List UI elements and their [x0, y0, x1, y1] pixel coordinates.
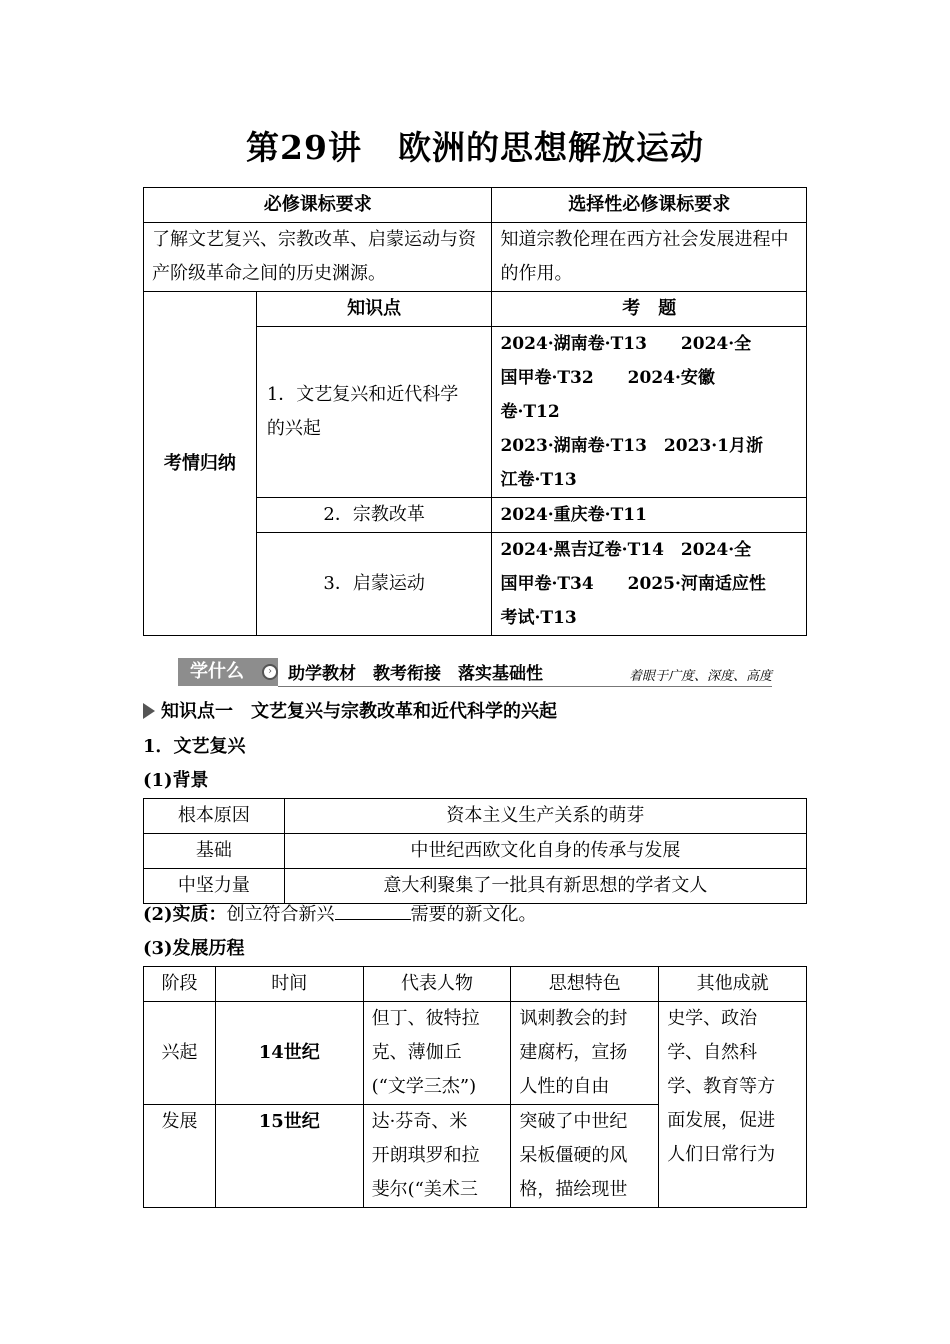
banner-text: 助学教材 教考衔接 落实基础性 — [288, 664, 543, 684]
process-table — [143, 966, 807, 1208]
triangle-icon — [143, 703, 155, 719]
exam-line: 卷·T12 — [500, 402, 560, 422]
banner-slogan: 着眼于广度、深度、高度 — [628, 669, 772, 684]
banner-underline — [278, 686, 772, 687]
bg-key: 基础 — [144, 834, 285, 869]
lecture-number: 第29讲 — [246, 128, 362, 167]
col-feature: 思想特色 — [511, 967, 659, 1002]
people-cell: 但丁、彼特拉 克、薄伽丘 (“文学三杰”) — [363, 1002, 511, 1105]
bg-key: 根本原因 — [144, 799, 285, 834]
knowledge-1: 1．文艺复兴和近代科学的兴起 — [256, 327, 492, 498]
col-time: 时间 — [215, 967, 363, 1002]
people-cell: 达·芬奇、米 开朗琪罗和拉 斐尔(“美术三 — [363, 1105, 511, 1208]
exam-1 — [492, 327, 807, 498]
row-label: 考情归纳 — [144, 292, 257, 636]
feature-cell: 讽刺教会的封 建腐朽，宣扬 人性的自由 — [511, 1002, 659, 1105]
exam-line: 国甲卷·T34 2025·河南适应性 — [500, 574, 766, 594]
exam-line: 2024·湖南卷·T13 2024·全 — [500, 334, 752, 354]
col-exam: 考 题 — [492, 292, 807, 327]
exam-3 — [492, 533, 807, 636]
arrow-icon: › — [262, 664, 278, 680]
stage-cell: 兴起 — [144, 1002, 216, 1105]
time-cell: 15世纪 — [215, 1105, 363, 1208]
exam-line: 2023·湖南卷·T13 2023·1月浙 — [500, 436, 763, 456]
exam-line: 2024·重庆卷·T11 — [500, 505, 647, 525]
requirements-table — [143, 187, 807, 636]
elective-text: 知道宗教伦理在西方社会发展进程中的作用。 — [492, 223, 807, 292]
knowledge-heading: 知识点一 文艺复兴与宗教改革和近代科学的兴起 — [143, 697, 557, 723]
col-stage: 阶段 — [144, 967, 216, 1002]
required-text: 了解文艺复兴、宗教改革、启蒙运动与资产阶级革命之间的历史渊源。 — [144, 223, 492, 292]
exam-2 — [492, 498, 807, 533]
feature-cell: 突破了中世纪 呆板僵硬的风 格，描绘现世 — [511, 1105, 659, 1208]
subheading-renaissance: 1．文艺复兴 — [143, 736, 246, 757]
background-table — [143, 798, 807, 904]
exam-line: 考试·T13 — [500, 608, 577, 628]
knowledge-3: 3．启蒙运动 — [256, 533, 492, 636]
background-label: (1)背景 — [143, 770, 209, 791]
bg-value: 意大利聚集了一批具有新思想的学者文人 — [284, 869, 806, 904]
col-other: 其他成就 — [659, 967, 807, 1002]
fill-blank[interactable] — [335, 905, 411, 920]
lecture-title: 欧洲的思想解放运动 — [397, 128, 704, 167]
process-label: (3)发展历程 — [143, 938, 245, 959]
bg-value: 资本主义生产关系的萌芽 — [284, 799, 806, 834]
exam-line: 国甲卷·T32 2024·安徽 — [500, 368, 715, 388]
knowledge-2: 2．宗教改革 — [256, 498, 492, 533]
exam-line: 江卷·T13 — [500, 470, 577, 490]
bg-value: 中世纪西欧文化自身的传承与发展 — [284, 834, 806, 869]
page-title — [0, 122, 950, 169]
banner-label: 学什么 — [178, 658, 278, 686]
bg-key: 中坚力量 — [144, 869, 285, 904]
essence-line: (2)实质：创立符合新兴 需要的新文化。 — [143, 904, 537, 925]
col-people: 代表人物 — [363, 967, 511, 1002]
stage-cell: 发展 — [144, 1105, 216, 1208]
time-cell: 14世纪 — [215, 1002, 363, 1105]
other-cell: 史学、政治 学、自然科 学、教育等方 面发展，促进 人们日常行为 — [659, 1002, 807, 1208]
header-elective: 选择性必修课标要求 — [492, 188, 807, 223]
section-banner — [178, 655, 772, 687]
header-required: 必修课标要求 — [144, 188, 492, 223]
col-knowledge: 知识点 — [256, 292, 492, 327]
exam-line: 2024·黑吉辽卷·T14 2024·全 — [500, 540, 752, 560]
